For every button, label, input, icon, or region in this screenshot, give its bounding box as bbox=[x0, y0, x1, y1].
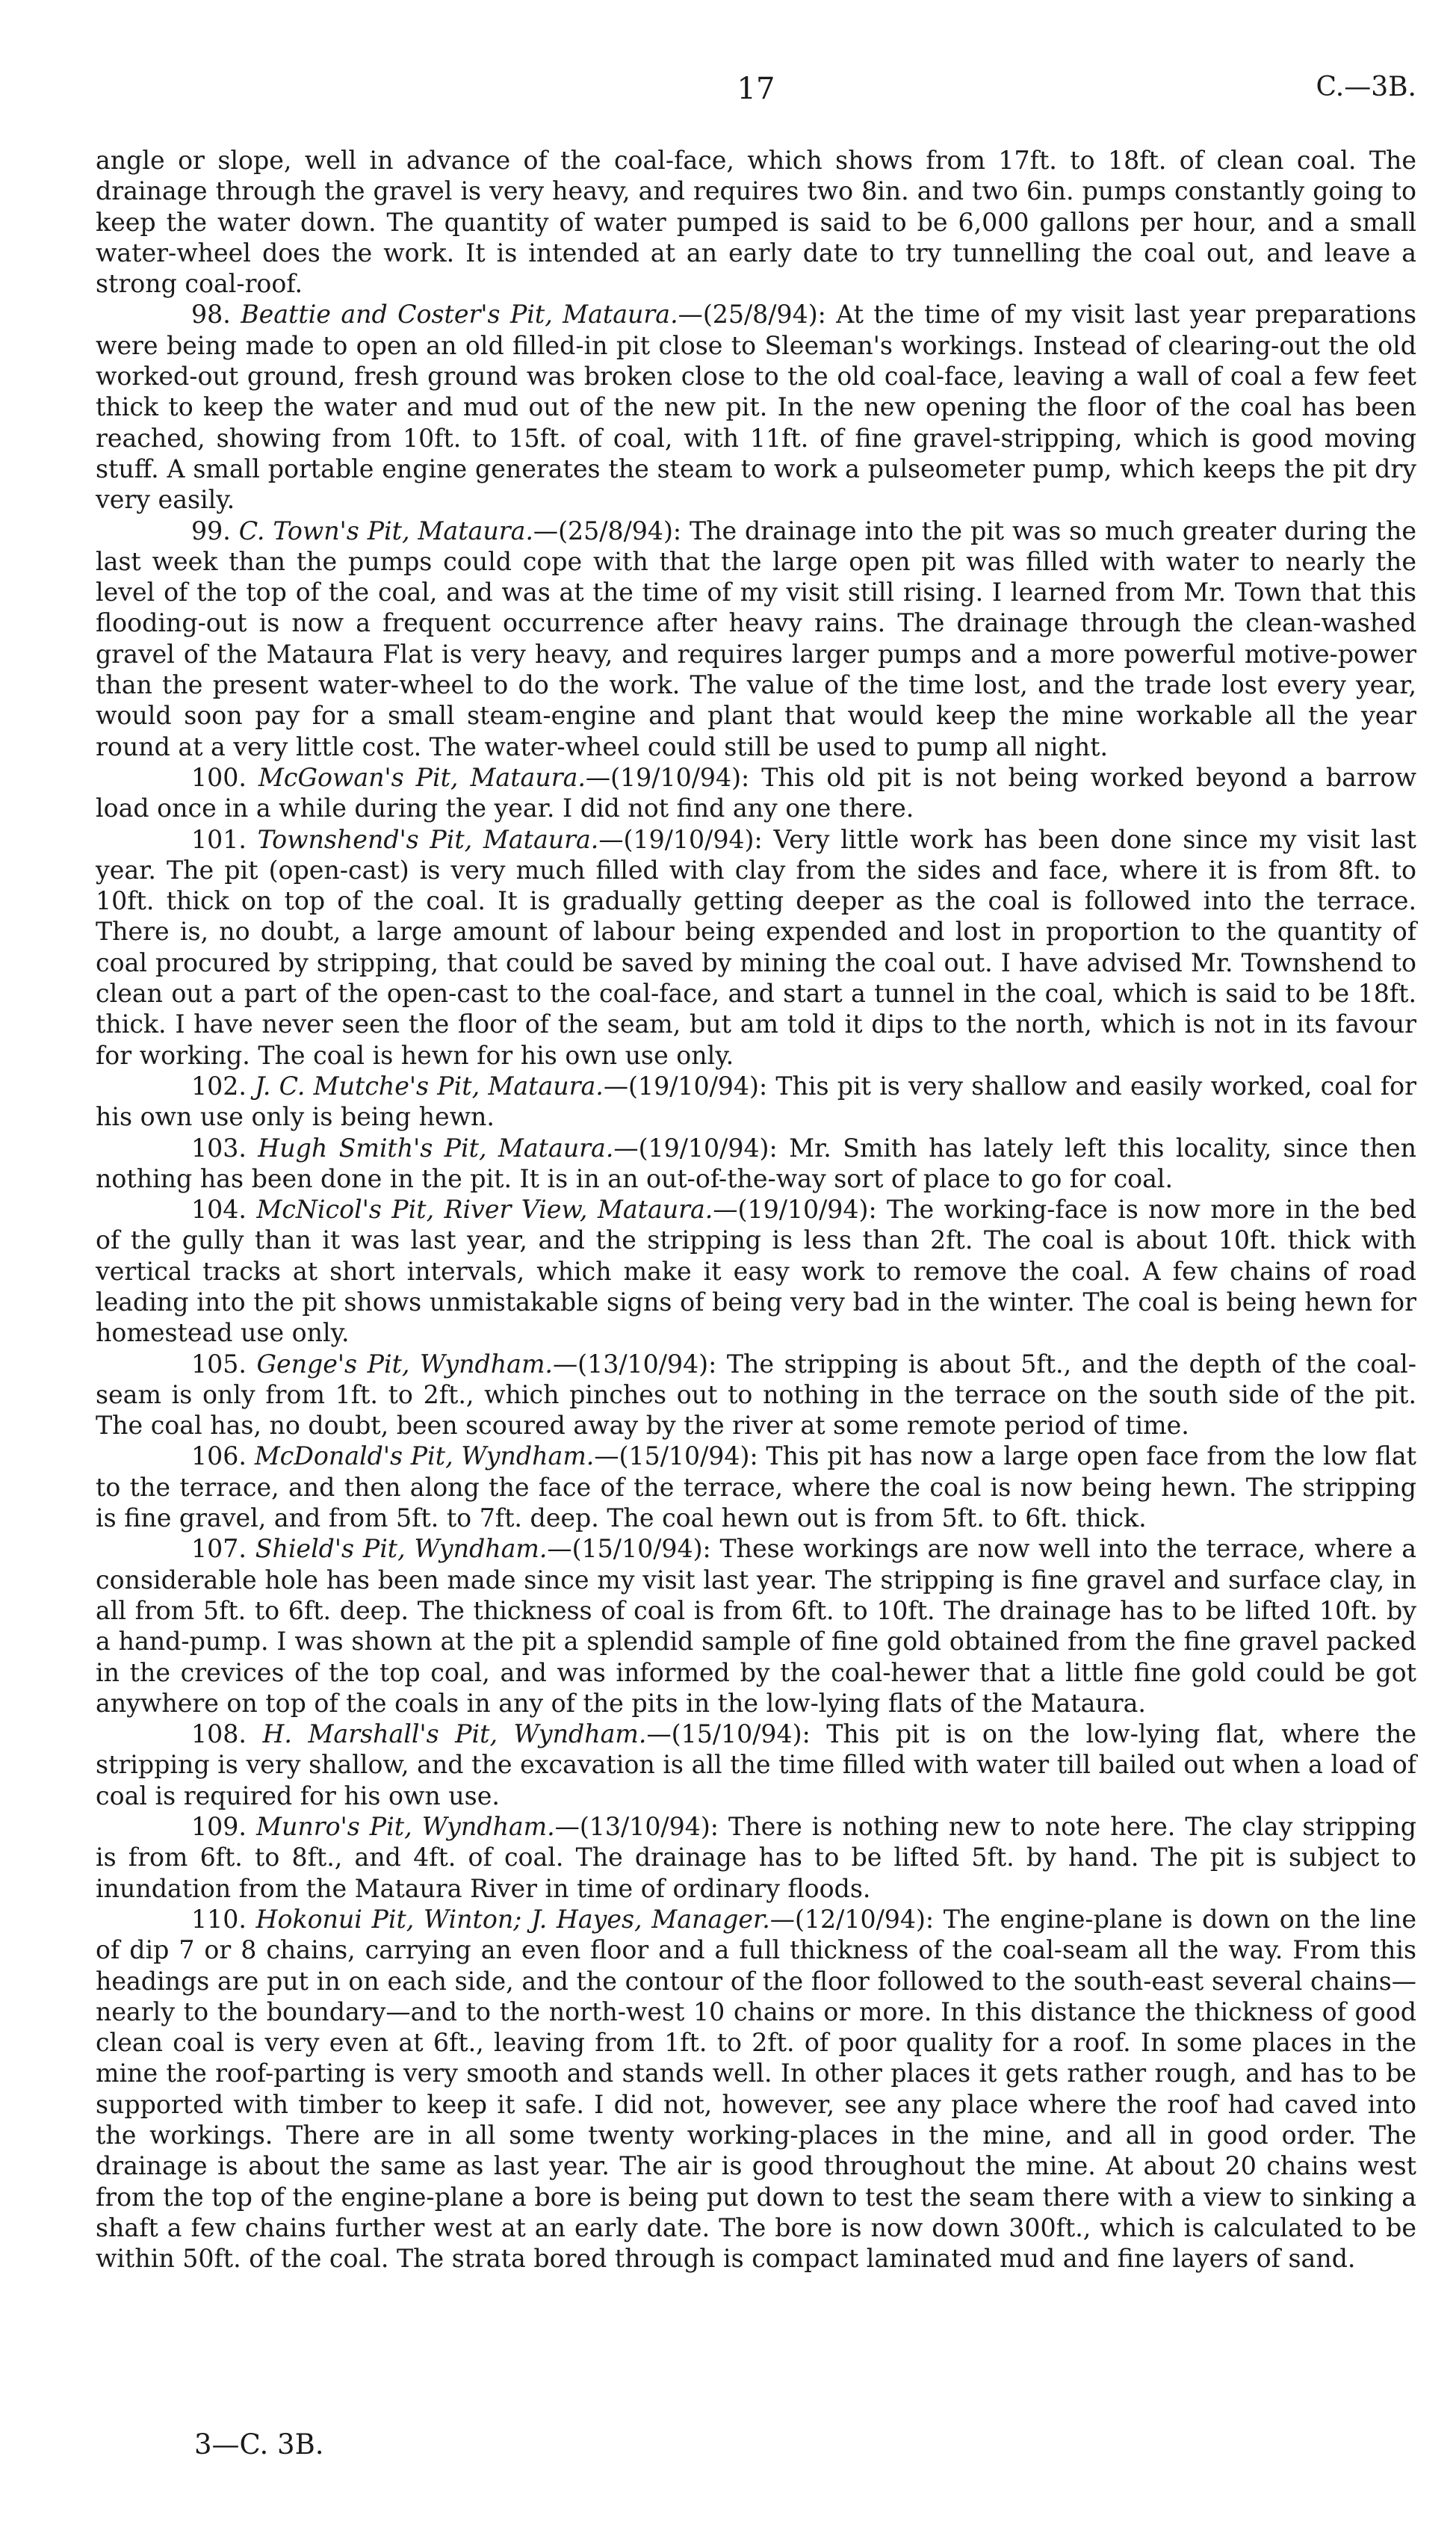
paragraph-body: —(19/10/94): This pit is very shallow and easily worked, coal for his own use only is being hewn. bbox=[96, 1071, 1416, 1132]
paragraph-number: 103. bbox=[191, 1133, 247, 1163]
paragraph-number: 106. bbox=[191, 1441, 247, 1471]
paragraph-number: 100. bbox=[191, 762, 247, 792]
paragraph-title: Munro's Pit, Wyndham. bbox=[256, 1812, 555, 1842]
report-paragraph bbox=[96, 1904, 1416, 2274]
paragraph-title: C. Town's Pit, Mataura. bbox=[238, 516, 533, 545]
signature-mark: 3—C. 3B. bbox=[194, 2428, 324, 2461]
report-paragraph bbox=[96, 824, 1416, 1071]
paragraph-number: 105. bbox=[191, 1349, 247, 1379]
report-paragraph bbox=[96, 516, 1416, 762]
paragraph-body: —(13/10/94): There is nothing new to note here. The clay stripping is from 6ft. to 8ft., and 4ft. of coal. The drainage has to be lifted 5ft. by hand. The pit is subject to inundation from the Mataura River in time of ordinary floods. bbox=[96, 1812, 1416, 1903]
paragraph-number: 110. bbox=[191, 1904, 247, 1934]
paragraph-body: —(15/10/94): This pit is on the low-lying flat, where the stripping is very shallow, and the excavation is all the time filled with water till bailed out when a load of coal is required for his own use. bbox=[96, 1719, 1417, 1810]
paragraph-body: —(25/8/94): The drainage into the pit was so much greater during the last week than the pumps could cope with that the large open pit was filled with water to nearly the level of the top of the coal, and was at the time of my visit still rising. I learned from Mr. Town that this flooding-out is now a frequent occurrence after heavy rains. The drainage through the clean-washed gravel of the Mataura Flat is very heavy, and requires larger pumps and a more powerful motive-power than the present water-wheel to do the work. The value of the time lost, and the trade lost every year, would soon pay for a small steam-engine and plant that would keep the mine workable all the year round at a very little cost. The water-wheel could still be used to pump all night. bbox=[96, 516, 1416, 761]
report-paragraph bbox=[96, 1194, 1416, 1348]
paragraph-title: J. C. Mutche's Pit, Mataura. bbox=[255, 1071, 604, 1101]
paragraph-body: —(19/10/94): This old pit is not being worked beyond a barrow load once in a while during the year. I did not find any one there. bbox=[96, 762, 1416, 823]
paragraph-number: 99. bbox=[191, 516, 231, 545]
document-code: C.—3B. bbox=[1316, 72, 1416, 102]
paragraph-title: McGowan's Pit, Mataura. bbox=[258, 762, 586, 792]
paragraph-title: Hugh Smith's Pit, Mataura. bbox=[258, 1133, 614, 1163]
paragraph-number: 108. bbox=[191, 1719, 247, 1749]
report-paragraph bbox=[96, 1719, 1416, 1811]
report-paragraph bbox=[96, 1811, 1416, 1904]
report-paragraph bbox=[96, 1349, 1416, 1441]
paragraph-body: —(19/10/94): The working-face is now more in the bed of the gully than it was last year, and the stripping is less than 2ft. The coal is about 10ft. thick with vertical tracks at short intervals, which make it easy work to remove the coal. A few chains of road leading into the pit shows unmistakable signs of being very bad in the winter. The coal is being hewn for homestead use only. bbox=[96, 1195, 1416, 1348]
paragraph-body: —(15/10/94): These workings are now well into the terrace, where a considerable hole has been made since my visit last year. The stripping is fine gravel and surface clay, in all from 5ft. to 6ft. deep. The thickness of coal is from 6ft. to 10ft. The drainage has to be lifted 10ft. by a hand-pump. I was shown at the pit a splendid sample of fine gold obtained from the fine gravel packed in the crevices of the top coal, and was informed by the coal-hewer that a little fine gold could be got anywhere on top of the coals in any of the pits in the low-lying flats of the Mataura. bbox=[96, 1534, 1416, 1718]
paragraph-title: Townshend's Pit, Mataura. bbox=[257, 824, 599, 854]
paragraph-title: Hokonui Pit, Winton; J. Hayes, Manager. bbox=[255, 1904, 770, 1934]
paragraph-title: McNicol's Pit, River View, Mataura. bbox=[256, 1195, 713, 1225]
paragraph-title: Beattie and Coster's Pit, Mataura. bbox=[241, 300, 678, 330]
paragraph-number: 102. bbox=[191, 1071, 247, 1101]
paragraph-body: —(19/10/94): Mr. Smith has lately left this locality, since then nothing has been done in the pit. It is in an out-of-the-way sort of place to go for coal. bbox=[96, 1133, 1416, 1193]
paragraph-number: 98. bbox=[191, 300, 231, 330]
paragraph-title: H. Marshall's Pit, Wyndham. bbox=[262, 1719, 647, 1749]
report-paragraph bbox=[96, 1533, 1416, 1719]
paragraph-body: —(12/10/94): The engine-plane is down on the line of dip 7 or 8 chains, carrying an even floor and a full thickness of the coal-seam all the way. From this headings are put in on each side, and the contour of the floor followed to the south-east several chains—nearly to the boundary—and to the north-west 10 chains or more. In this distance the thickness of good clean coal is very even at 6ft., leaving from 1ft. to 2ft. of poor quality for a roof. In some places in the mine the roof-parting is very smooth and stands well. In other places it gets rather rough, and has to be supported with timber to keep it safe. I did not, however, see any place where the roof had caved into the workings. There are in all some twenty working-places in the mine, and all in good order. The drainage is about the same as last year. The air is good throughout the mine. At about 20 chains west from the top of the engine-plane a bore is being put down to test the seam there with a view to sinking a shaft a few chains further west at an early date. The bore is now down 300ft., which is calculated to be within 50ft. of the coal. The strata bored through is compact laminated mud and fine layers of sand. bbox=[96, 1904, 1416, 2274]
paragraph-title: Genge's Pit, Wyndham. bbox=[256, 1349, 553, 1379]
paragraph-title: McDonald's Pit, Wyndham. bbox=[254, 1441, 595, 1471]
paragraph-number: 107. bbox=[191, 1534, 247, 1564]
report-paragraph bbox=[96, 762, 1416, 824]
paragraph-body: —(19/10/94): Very little work has been done since my visit last year. The pit (open-cast) is very much filled with clay from the sides and face, where it is from 8ft. to 10ft. thick on top of the coal. It is gradually getting deeper as the coal is followed into the terrace. There is, no doubt, a large amount of labour being expended and lost in proportion to the quantity of coal procured by stripping, that could be saved by mining the coal out. I have advised Mr. Townshend to clean out a part of the open-cast to the coal-face, and start a tunnel in the coal, which is said to be 18ft. thick. I have never seen the floor of the seam, but am told it dips to the north, which is not in its favour for working. The coal is hewn for his own use only. bbox=[96, 824, 1416, 1070]
paragraph-body: —(13/10/94): The stripping is about 5ft., and the depth of the coal-seam is only from 1ft. to 2ft., which pinches out to nothing in the terrace on the south side of the pit. The coal has, no doubt, been scoured away by the river at some remote period of time. bbox=[96, 1349, 1416, 1441]
paragraph-title: Shield's Pit, Wyndham. bbox=[255, 1534, 548, 1564]
paragraph-body: —(15/10/94): This pit has now a large open face from the low flat to the terrace, and then along the face of the terrace, where the coal is now being hewn. The stripping is fine gravel, and from 5ft. to 7ft. deep. The coal hewn out is from 5ft. to 6ft. thick. bbox=[96, 1441, 1416, 1533]
body-text bbox=[96, 145, 1416, 2274]
page-header bbox=[96, 72, 1416, 117]
paragraph-body: —(25/8/94): At the time of my visit last year preparations were being made to open an old filled-in pit close to Sleeman's workings. Instead of clearing-out the old worked-out ground, fresh ground was broken close to the old coal-face, leaving a wall of coal a few feet thick to keep the water and mud out of the new pit. In the new opening the floor of the coal has been reached, showing from 10ft. to 15ft. of coal, with 11ft. of fine gravel-stripping, which is good moving stuff. A small portable engine generates the steam to work a pulseometer pump, which keeps the pit dry very easily. bbox=[96, 300, 1416, 515]
opening-paragraph: angle or slope, well in advance of the coal-face, which shows from 17ft. to 18ft. of clean coal. The drainage through the gravel is very heavy, and requires two 8in. and two 6in. pumps constantly going to keep the water down. The quantity of water pumped is said to be 6,000 gallons per hour, and a small water-wheel does the work. It is intended at an early date to try tunnelling the coal out, and leave a strong coal-roof. bbox=[96, 146, 1416, 299]
paragraph-number: 101. bbox=[191, 824, 247, 854]
report-paragraph bbox=[96, 299, 1416, 515]
report-paragraph bbox=[96, 1071, 1416, 1133]
page-number: 17 bbox=[737, 72, 775, 106]
paragraph-number: 104. bbox=[191, 1195, 247, 1225]
paragraph-list bbox=[96, 299, 1416, 2274]
report-paragraph bbox=[96, 1441, 1416, 1533]
report-paragraph bbox=[96, 1133, 1416, 1195]
paragraph-number: 109. bbox=[191, 1812, 247, 1842]
